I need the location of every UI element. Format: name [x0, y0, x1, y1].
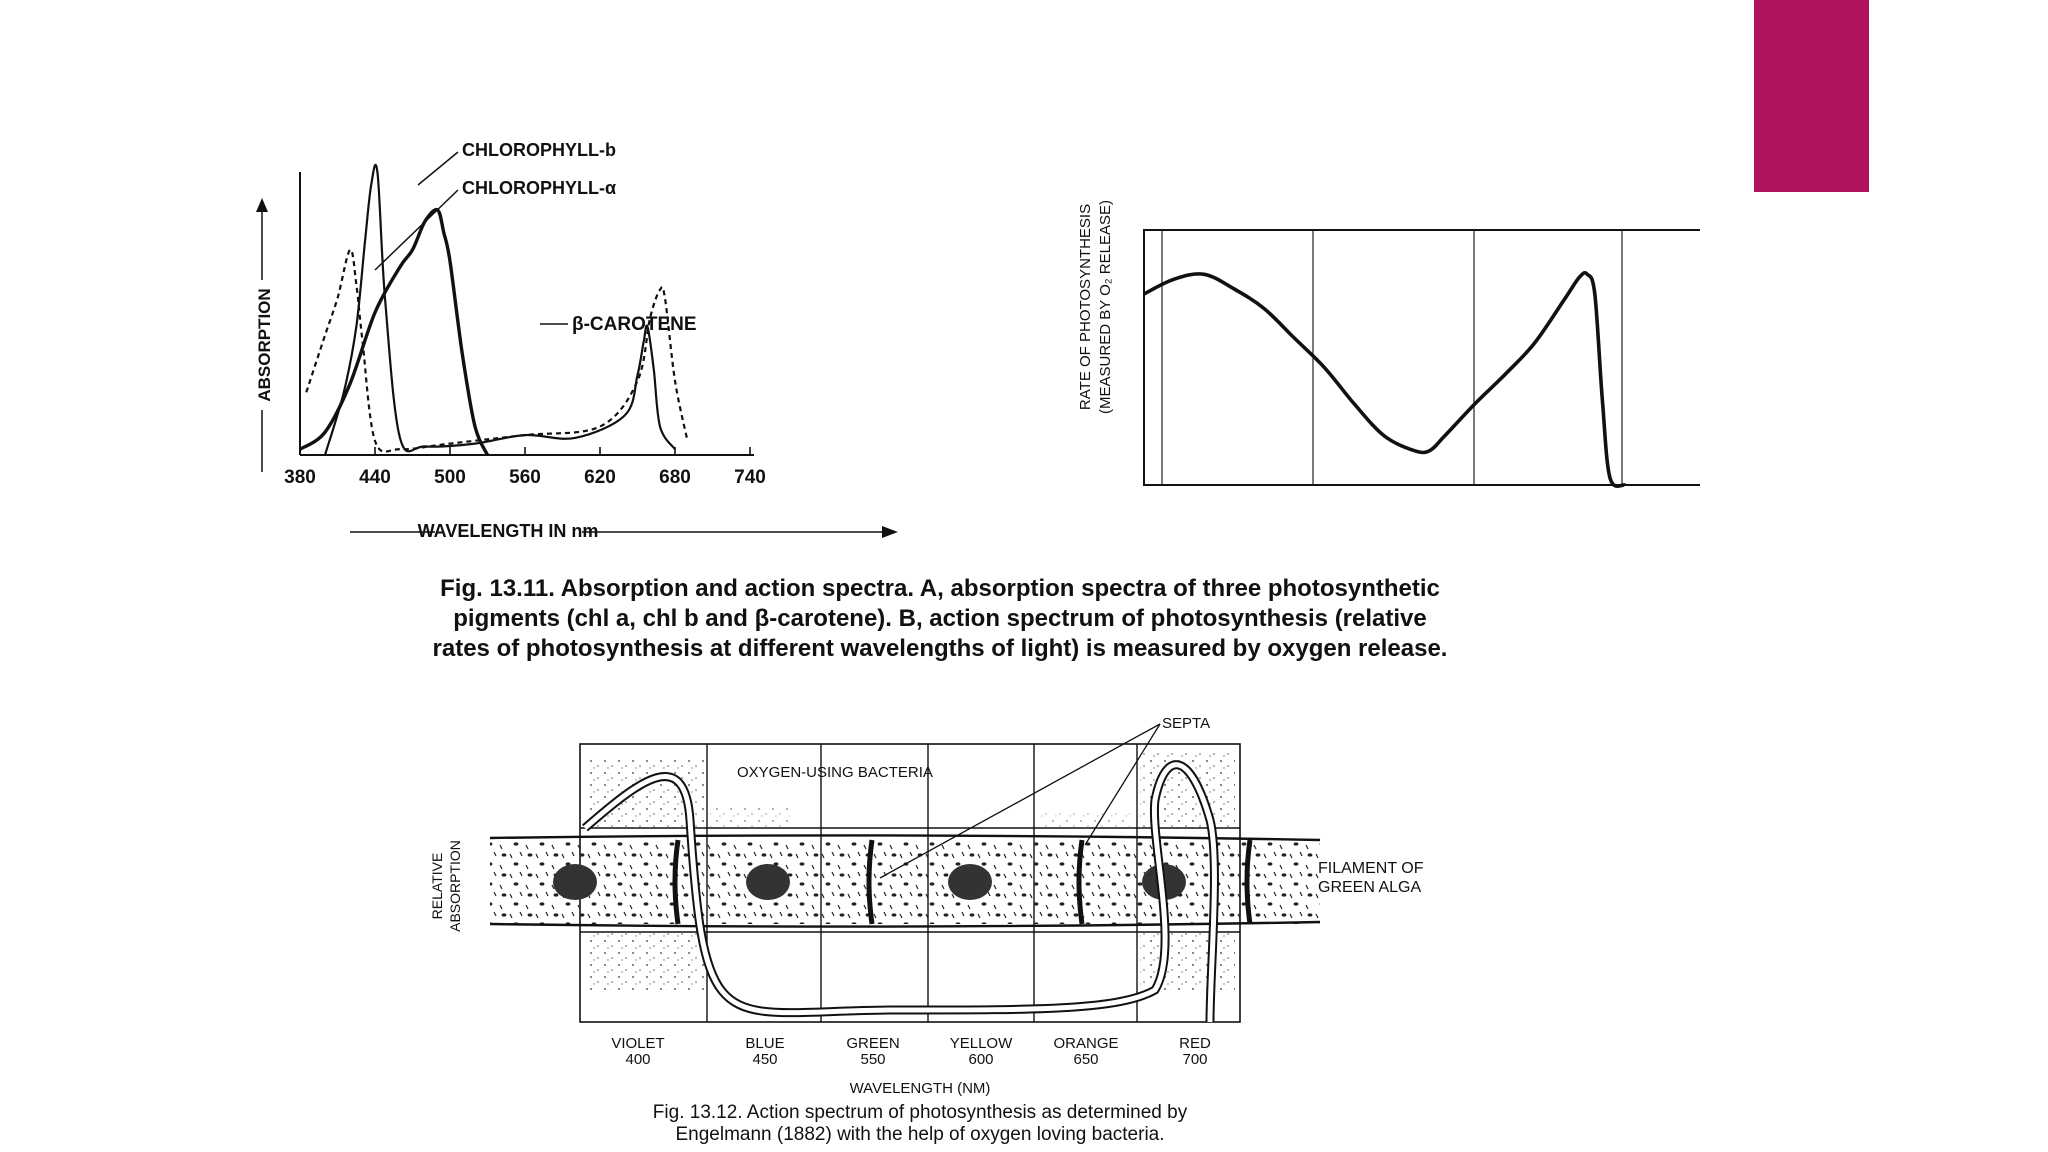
- band-name: GREEN: [846, 1035, 900, 1052]
- caption-line: pigments (chl a, chl b and β-carotene). B, action spectrum of photosynthesis (relative: [453, 605, 1427, 632]
- engelmann-diagram: [420, 710, 1490, 1105]
- x-axis-label: WAVELENGTH IN nm: [417, 521, 599, 541]
- label-beta-carotene: β-CAROTENE: [572, 314, 697, 335]
- action-spectrum-chart: [1060, 195, 1700, 555]
- caption-line: Fig. 13.12. Action spectrum of photosynthesis as determined by: [652, 1102, 1188, 1123]
- label-filament-line2: GREEN ALGA: [1318, 879, 1422, 896]
- band-labels: [611, 1035, 1211, 1068]
- y-axis-label: ABSORPTION: [255, 288, 274, 402]
- band-value: 400: [625, 1051, 651, 1068]
- x-tick-label: 500: [434, 467, 466, 488]
- chart-series: [300, 165, 688, 455]
- label-chlorophyll-a: CHLOROPHYLL-α: [462, 178, 617, 198]
- series-carotene: [300, 210, 488, 455]
- x-tick-label: 620: [584, 467, 616, 488]
- accent-bar: [1754, 0, 1869, 192]
- label-oxygen-bacteria: OXYGEN-USING BACTERIA: [737, 764, 933, 781]
- chart-frame: [1144, 230, 1700, 485]
- y-axis-label-line1: RATE OF PHOTOSYNTHESIS: [1077, 203, 1094, 411]
- x-axis-label: WAVELENGTH (NM): [849, 1080, 991, 1097]
- y-label-line2: ABSORPTION: [447, 840, 463, 932]
- absorption-spectra-chart: [240, 130, 1020, 550]
- x-tick-label: 680: [659, 467, 691, 488]
- label-chlorophyll-b: CHLOROPHYLL-b: [462, 140, 616, 160]
- band-value: 450: [752, 1051, 778, 1068]
- chart-border: [1144, 230, 1700, 485]
- y-label-line1: RELATIVE: [429, 852, 445, 920]
- caption-line: rates of photosynthesis at different wavelengths of light) is measured by oxygen release.: [432, 635, 1448, 662]
- x-tick-label: 740: [734, 467, 766, 488]
- band-value: 600: [968, 1051, 994, 1068]
- band-value: 650: [1073, 1051, 1099, 1068]
- series-chlorophyll: [306, 250, 687, 452]
- band-value: 550: [860, 1051, 886, 1068]
- algal-filament: [490, 835, 1320, 926]
- x-tick-label: 440: [359, 467, 391, 488]
- band-name: VIOLET: [611, 1035, 665, 1052]
- x-tick-label: 560: [509, 467, 541, 488]
- chart-ticks: [284, 447, 766, 488]
- caption-fig-13-12: [520, 1102, 1320, 1146]
- band-name: YELLOW: [949, 1035, 1013, 1052]
- label-filament-line1: FILAMENT OF: [1318, 860, 1424, 877]
- chart-series: [1144, 273, 1625, 486]
- y-axis-label-line2: (MEASURED BY O₂ RELEASE): [1097, 200, 1114, 414]
- x-tick-label: 380: [284, 467, 316, 488]
- leader-lines: [256, 152, 898, 538]
- caption-line: Engelmann (1882) with the help of oxygen loving bacteria.: [675, 1124, 1165, 1145]
- band-value: 700: [1182, 1051, 1208, 1068]
- band-name: ORANGE: [1053, 1035, 1119, 1052]
- label-septa: SEPTA: [1162, 715, 1211, 732]
- caption-fig-13-11: [290, 574, 1590, 664]
- caption-line: Fig. 13.11. Absorption and action spectra. A, absorption spectra of three photosynthetic: [440, 575, 1440, 602]
- band-name: BLUE: [745, 1035, 785, 1052]
- series-action-spectrum: [1144, 273, 1625, 486]
- band-name: RED: [1179, 1035, 1211, 1052]
